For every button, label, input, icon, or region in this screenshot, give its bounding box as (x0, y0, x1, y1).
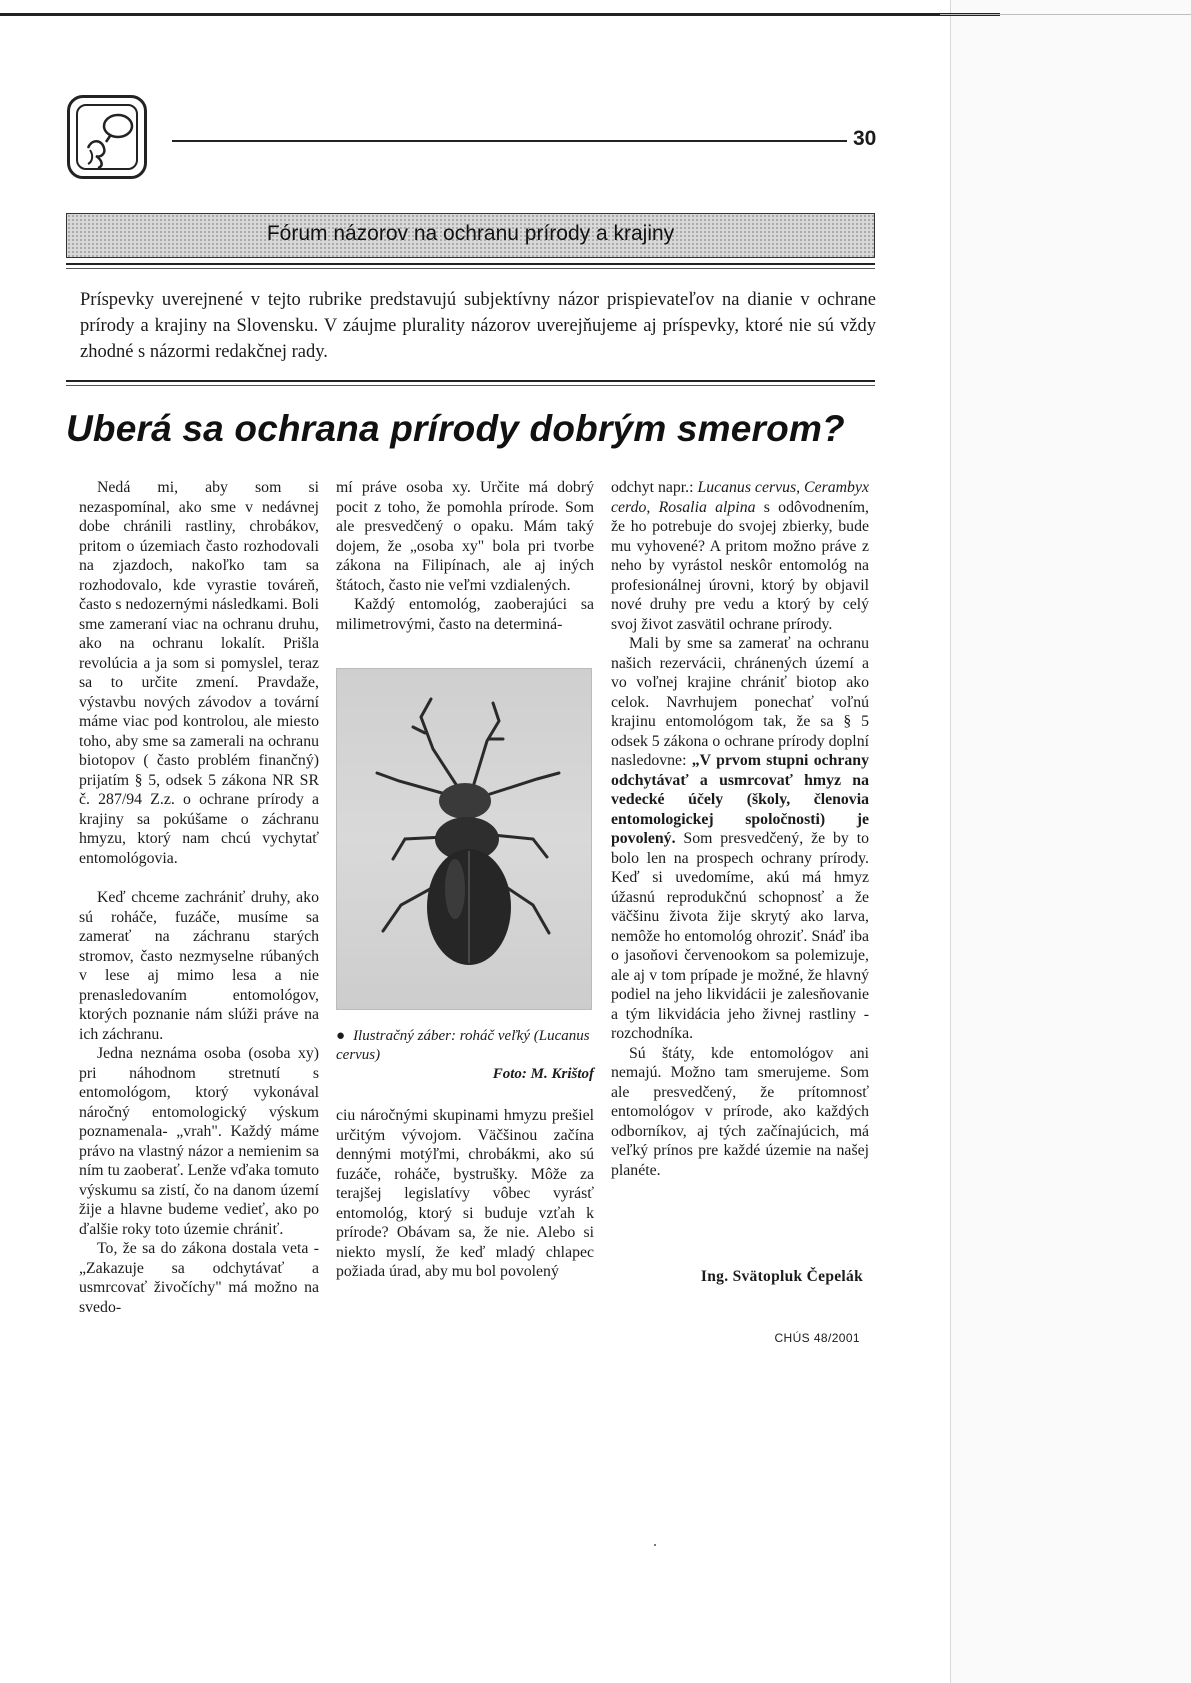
banner-rule-thin (66, 268, 875, 269)
article-author: Ing. Svätopluk Čepelák (700, 1268, 863, 1285)
article-paragraph: To, že sa do zákona dostala veta - „Zakazuje sa odchytávať a usmrcovať živočíchy" má možno na svedo- (79, 1240, 319, 1316)
article-paragraph (611, 634, 869, 1044)
article-paragraph: ciu náročnými skupinami hmyzu prešiel určitým vývojom. Väčšinou začína dennými motýľmi, chrobákmi, ako sú fuzáče, roháče, bystrušky. Môže za terajšej legislatívy vôbec vyrásť entomológ, ktorý si buduje vzťah k prírode? Obávam sa, že nie. Alebo si niekto myslí, že keď mladý chlapec požiada úrad, aby mu bol povolený (336, 1107, 594, 1280)
article-column-3 (611, 478, 869, 1180)
article-column-2-bottom (336, 1106, 594, 1282)
photo-credit: Foto: M. Krištof (492, 1066, 594, 1082)
section-title: Fórum názorov na ochranu prírody a krajiny (266, 222, 675, 245)
issue-footer: CHÚS 48/2001 (774, 1331, 860, 1345)
header-rule (172, 140, 847, 142)
paragraph-text: Som presvedčený, že by to bolo len na prospech ochrany prírody. Keď si uvedomíme, akú má hmyz úžasnú reprodukčnú schopnosť a že väčšinu života žije skrytý ako larva, nemôže ho entomológ ohroziť. Snáď iba o jasoňovi červenookom sa polemizuje, ale aj v tom prípade je možné, že hlavný podiel na jeho likvidácii je zalesňovanie a tým likvidácia jeho živnej rastliny - rozchodníka. (611, 830, 869, 1042)
paragraph-text: s odôvodnením, že ho potrebuje do svojej zbierky, bude mu vyhovené? A pritom možno práve z neho by vyrástol neskôr entomológ na profesionálnej úrovni, ktorý by objavil nové druhy pre vedu a ktorý by celý svoj život zasvätil ochrane prírody. (611, 498, 869, 633)
photo-caption (336, 1027, 594, 1065)
caption-bullet: ● (336, 1028, 346, 1044)
stag-beetle-photo (336, 668, 592, 1010)
forum-logo-icon (67, 95, 147, 179)
top-edge-rule-light (940, 14, 1191, 15)
article-column-1 (79, 478, 319, 1317)
page-number: 30 (853, 127, 877, 150)
intro-rule-thin (66, 385, 875, 386)
scan-speck (654, 1544, 656, 1546)
paragraph-text: odchyt napr.: (611, 479, 698, 496)
article-paragraph: Sú štáty, kde entomológov ani nemajú. Možno tam smerujeme. Som ale presvedčený, že prítomnosť entomológov v prírode, ako každých odborníkov, aj tých začínajúcich, má veľký prínos pre každé územie na našej planéte. (611, 1044, 869, 1179)
paragraph-text: Mali by sme sa zamerať na ochranu našich rezervácii, chránených území a vo voľnej krajine chrániť biotop ako celok. Navrhujem ponechať voľnú krajinu entomológom tak, že sa § 5 odsek 5 zákona o ochrane prírody doplní nasledovne: (611, 635, 869, 769)
article-headline: Uberá sa ochrana prírody dobrým smerom? (66, 408, 845, 449)
intro-rule (66, 380, 875, 382)
article-paragraph: Jedna neznáma osoba (osoba xy) pri náhodnom stretnutí s entomológom, ktorý vykonával náročný entomologický výskum poznamenala- „vrah". Každý máme právo na vlastný názor a nemienim sa ním tu zaoberať. Lenže vďaka tomuto výskumu sa zistí, čo na danom území žije a hlavne budeme vedieť, ako po ďalšie roky toto územie chrániť. (79, 1045, 319, 1238)
article-paragraph: mí práve osoba xy. Určite má dobrý pocit z toho, že pomohla prírode. Som ale presvedčený o opaku. Mám taký dojem, že „osoba xy" bola pri tvorbe zákona na Filipínach, ale aj iných štátoch, často nie veľmi vzdialených. (336, 479, 594, 594)
proposed-amendment: „V prvom stupni ochrany odchytávať a usmrcovať hmyz na vedecké účely (školy, členovia entomologickej spoločnosti) je povolený. (611, 752, 869, 847)
top-edge-rule (0, 13, 1000, 16)
article-paragraph (611, 478, 869, 634)
stag-beetle-icon (337, 669, 592, 1010)
species-names: Lucanus cervus, Cerambyx cerdo, Rosalia alpina (611, 479, 869, 516)
article-column-2-top (336, 478, 594, 634)
article-paragraph: Nedá mi, aby som si nezaspomínal, ako sme v nedávnej dobe chránili rastliny, chrobákov, pritom o územiach často rozhodovali na zjazdoch, nakoľko tam sa rozhodovalo, kde vyrastie továreň, často s nedozernými následkami. Boli sme zameraní viac na ochranu druhu, ako na ochranu lokalít. Prišla revolúcia a ja som si pomyslel, teraz sa to určite zmení. Pravdaže, výstavbu nových závodov a tovární máme viac pod kontrolou, ale miesto toho, aby sme sa zamerali na ochranu biotopov ( často problém finančný) prijatím § 5, odsek 5 zákona NR SR č. 287/94 Z.z. o ochrane prírody a krajiny sa pokúšame o záchranu hmyzu, ktorý nam chcú vychytať entomológovia. (79, 479, 319, 867)
section-intro: Príspevky uverejnené v tejto rubrike predstavujú subjektívny názor prispievateľov na dianie v ochrane prírody a krajiny na Slovensku. V záujme plurality názorov uverejňujeme aj príspevky, ktoré nie sú vždy zhodné s názormi redakčnej rady. (80, 290, 876, 362)
caption-text: Ilustračný záber: roháč veľký (Lucanus cervus) (336, 1028, 590, 1063)
article-paragraph: Keď chceme zachrániť druhy, ako sú roháče, fuzáče, musíme sa zamerať na záchranu starých stromov, často nezmyselne rúbaných v lese aj mimo lesa a nie prenasledovaním entomológov, ktorých poznanie nám slúži práve na ich záchranu. (79, 889, 319, 1043)
thinking-figure-icon (70, 98, 150, 182)
banner-rule (66, 263, 875, 265)
article-paragraph: Každý entomológ, zaoberajúci sa milimetrovými, často na determiná- (336, 596, 594, 633)
section-banner (66, 213, 875, 258)
